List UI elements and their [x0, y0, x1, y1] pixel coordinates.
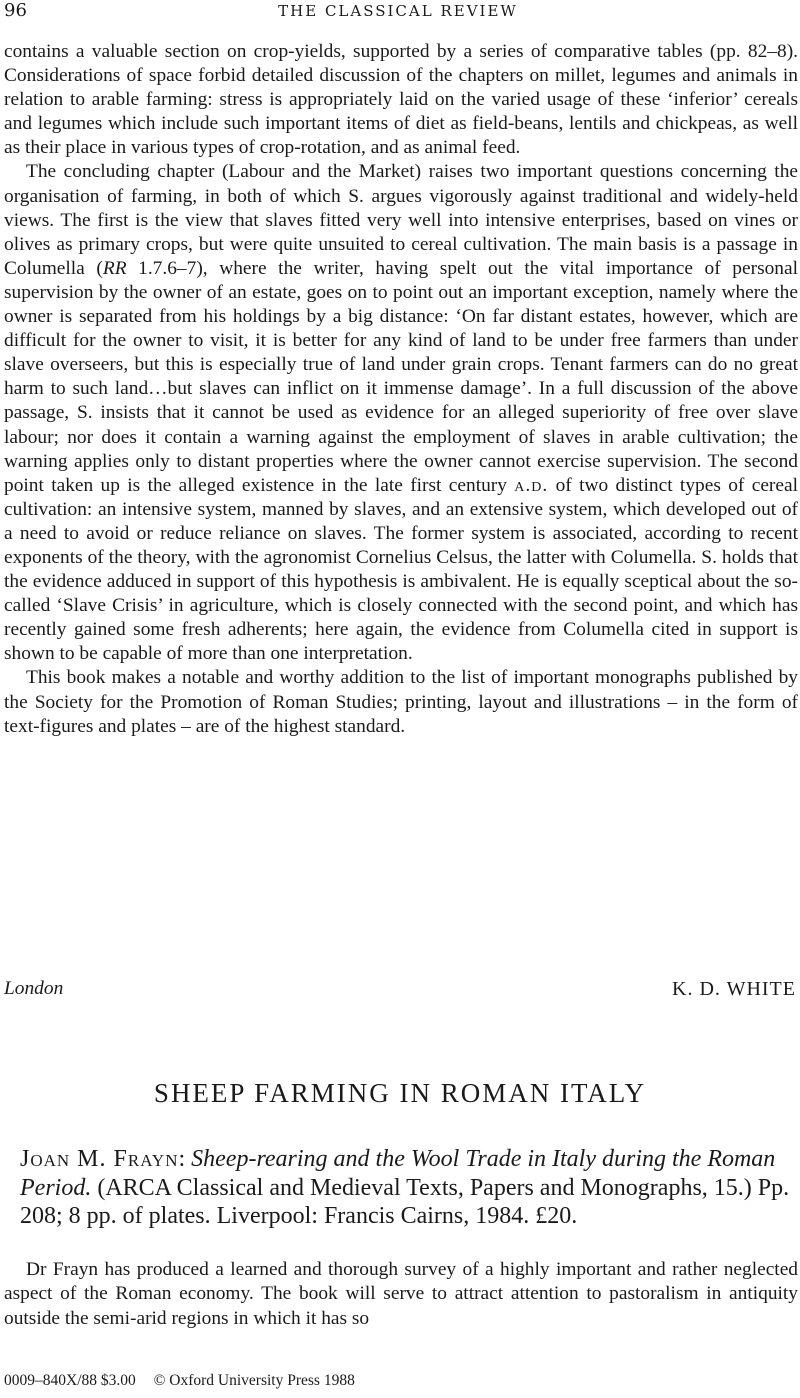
book-details: (ARCA Classical and Medieval Texts, Papers and Monographs, 15.) Pp. 208; 8 pp. of plates. Liverpool: Francis Cairns, 1984. £20.: [20, 1174, 790, 1229]
paragraph-3: This book makes a notable and worthy addition to the list of important monographs published by the Society for the Promotion of Roman Studies; printing, layout and illustrations – in the form of text-figures and plates – are of the highest standard.: [4, 667, 798, 737]
review-signoff: [4, 978, 796, 1008]
copyright-notice: © Oxford University Press 1988: [153, 1372, 355, 1389]
paragraph-2-part-c: of two distinct types of cereal cultivation: an intensive system, manned by slaves, and an extensive system, which developed out of a need to avoid or reduce reliance on slaves. The former system is associated, according to recent exponents of the theory, with the agronomist Cornelius Celsus, the latter with Columella. S. holds that the evidence adduced in support of this hypothesis is ambivalent. He is equally sceptical about the so-called ‘Slave Crisis’ in agriculture, which is closely connected with the second point, and which has recently gained some fresh adherents; here again, the evidence from Columella cited in support is shown to be capable of more than one interpretation.: [4, 474, 798, 665]
reviewer-location: London: [4, 978, 64, 999]
book-author: Joan M. Frayn: [20, 1146, 179, 1172]
page-footer: [4, 1372, 369, 1390]
issn-price: 0009–840X/88 $3.00: [4, 1372, 136, 1389]
reviewer-name: K. D. WHITE: [672, 978, 796, 1000]
journal-title: THE CLASSICAL REVIEW: [278, 2, 518, 20]
paragraph-1: contains a valuable section on crop-yields, supported by a series of comparative tables (pp. 82–8). Considerations of space forbid detailed discussion of the chapters on millet, legumes and animals in relation to arable farming: stress is appropriately laid on the varied usage of these ‘inferior’ cereals and legumes which include such important items of diet as field-beans, lentils and chickpeas, as well as their place in various types of crop-rotation, and as animal feed.: [4, 41, 798, 159]
previous-review-text: [4, 40, 798, 739]
section-title: SHEEP FARMING IN ROMAN ITALY: [153, 1078, 647, 1108]
reference-abbrev: RR: [102, 257, 127, 279]
era-abbrev: a.d.: [514, 474, 549, 496]
book-title: Sheep-rearing and the Wool Trade in Italy during the Roman Period.: [20, 1146, 776, 1201]
book-citation: [20, 1145, 794, 1231]
page-number: 96: [4, 0, 27, 21]
running-header: [4, 0, 792, 24]
paragraph-2-part-a: The concluding chapter (Labour and the Market) raises two important questions concerning the organisation of farming, in both of which S. argues vigorously against traditional and widely-held views. The first is the view that slaves fitted very well into intensive enterprises, based on vines or olives as primary crops, but were quite unsuited to cereal cultivation. The main basis is a passage in Columella (: [4, 161, 798, 279]
paragraph-2-part-b: 1.7.6–7), where the writer, having spelt out the vital importance of personal supervision by the owner of an estate, goes on to point out an important exception, namely where the owner is separated from his holdings by a big distance: ‘On far distant estates, however, which are difficult for the owner to visit, it is better for any kind of land to be under free farmers than under slave overseers, but this is especially true of land under grain crops. Tenant farmers can do no great harm to such land…but slaves can inflict on it immense damage’. In a full discussion of the above passage, S. insists that it cannot be used as evidence for an alleged superiority of free over slave labour; nor does it contain a warning against the employment of slaves in arable cultivation; the warning applies only to distant properties where the owner cannot exercise supervision. The second point taken up is the alleged existence in the late first century: [4, 257, 798, 496]
new-review-text: [4, 1258, 798, 1331]
citation-colon: :: [178, 1146, 186, 1172]
paragraph-2: [4, 160, 798, 666]
review-paragraph-1: Dr Frayn has produced a learned and thorough survey of a highly important and rather neglected aspect of the Roman economy. The book will serve to attract attention to pastoralism in antiquity outside the semi-arid regions in which it has so: [4, 1259, 798, 1329]
